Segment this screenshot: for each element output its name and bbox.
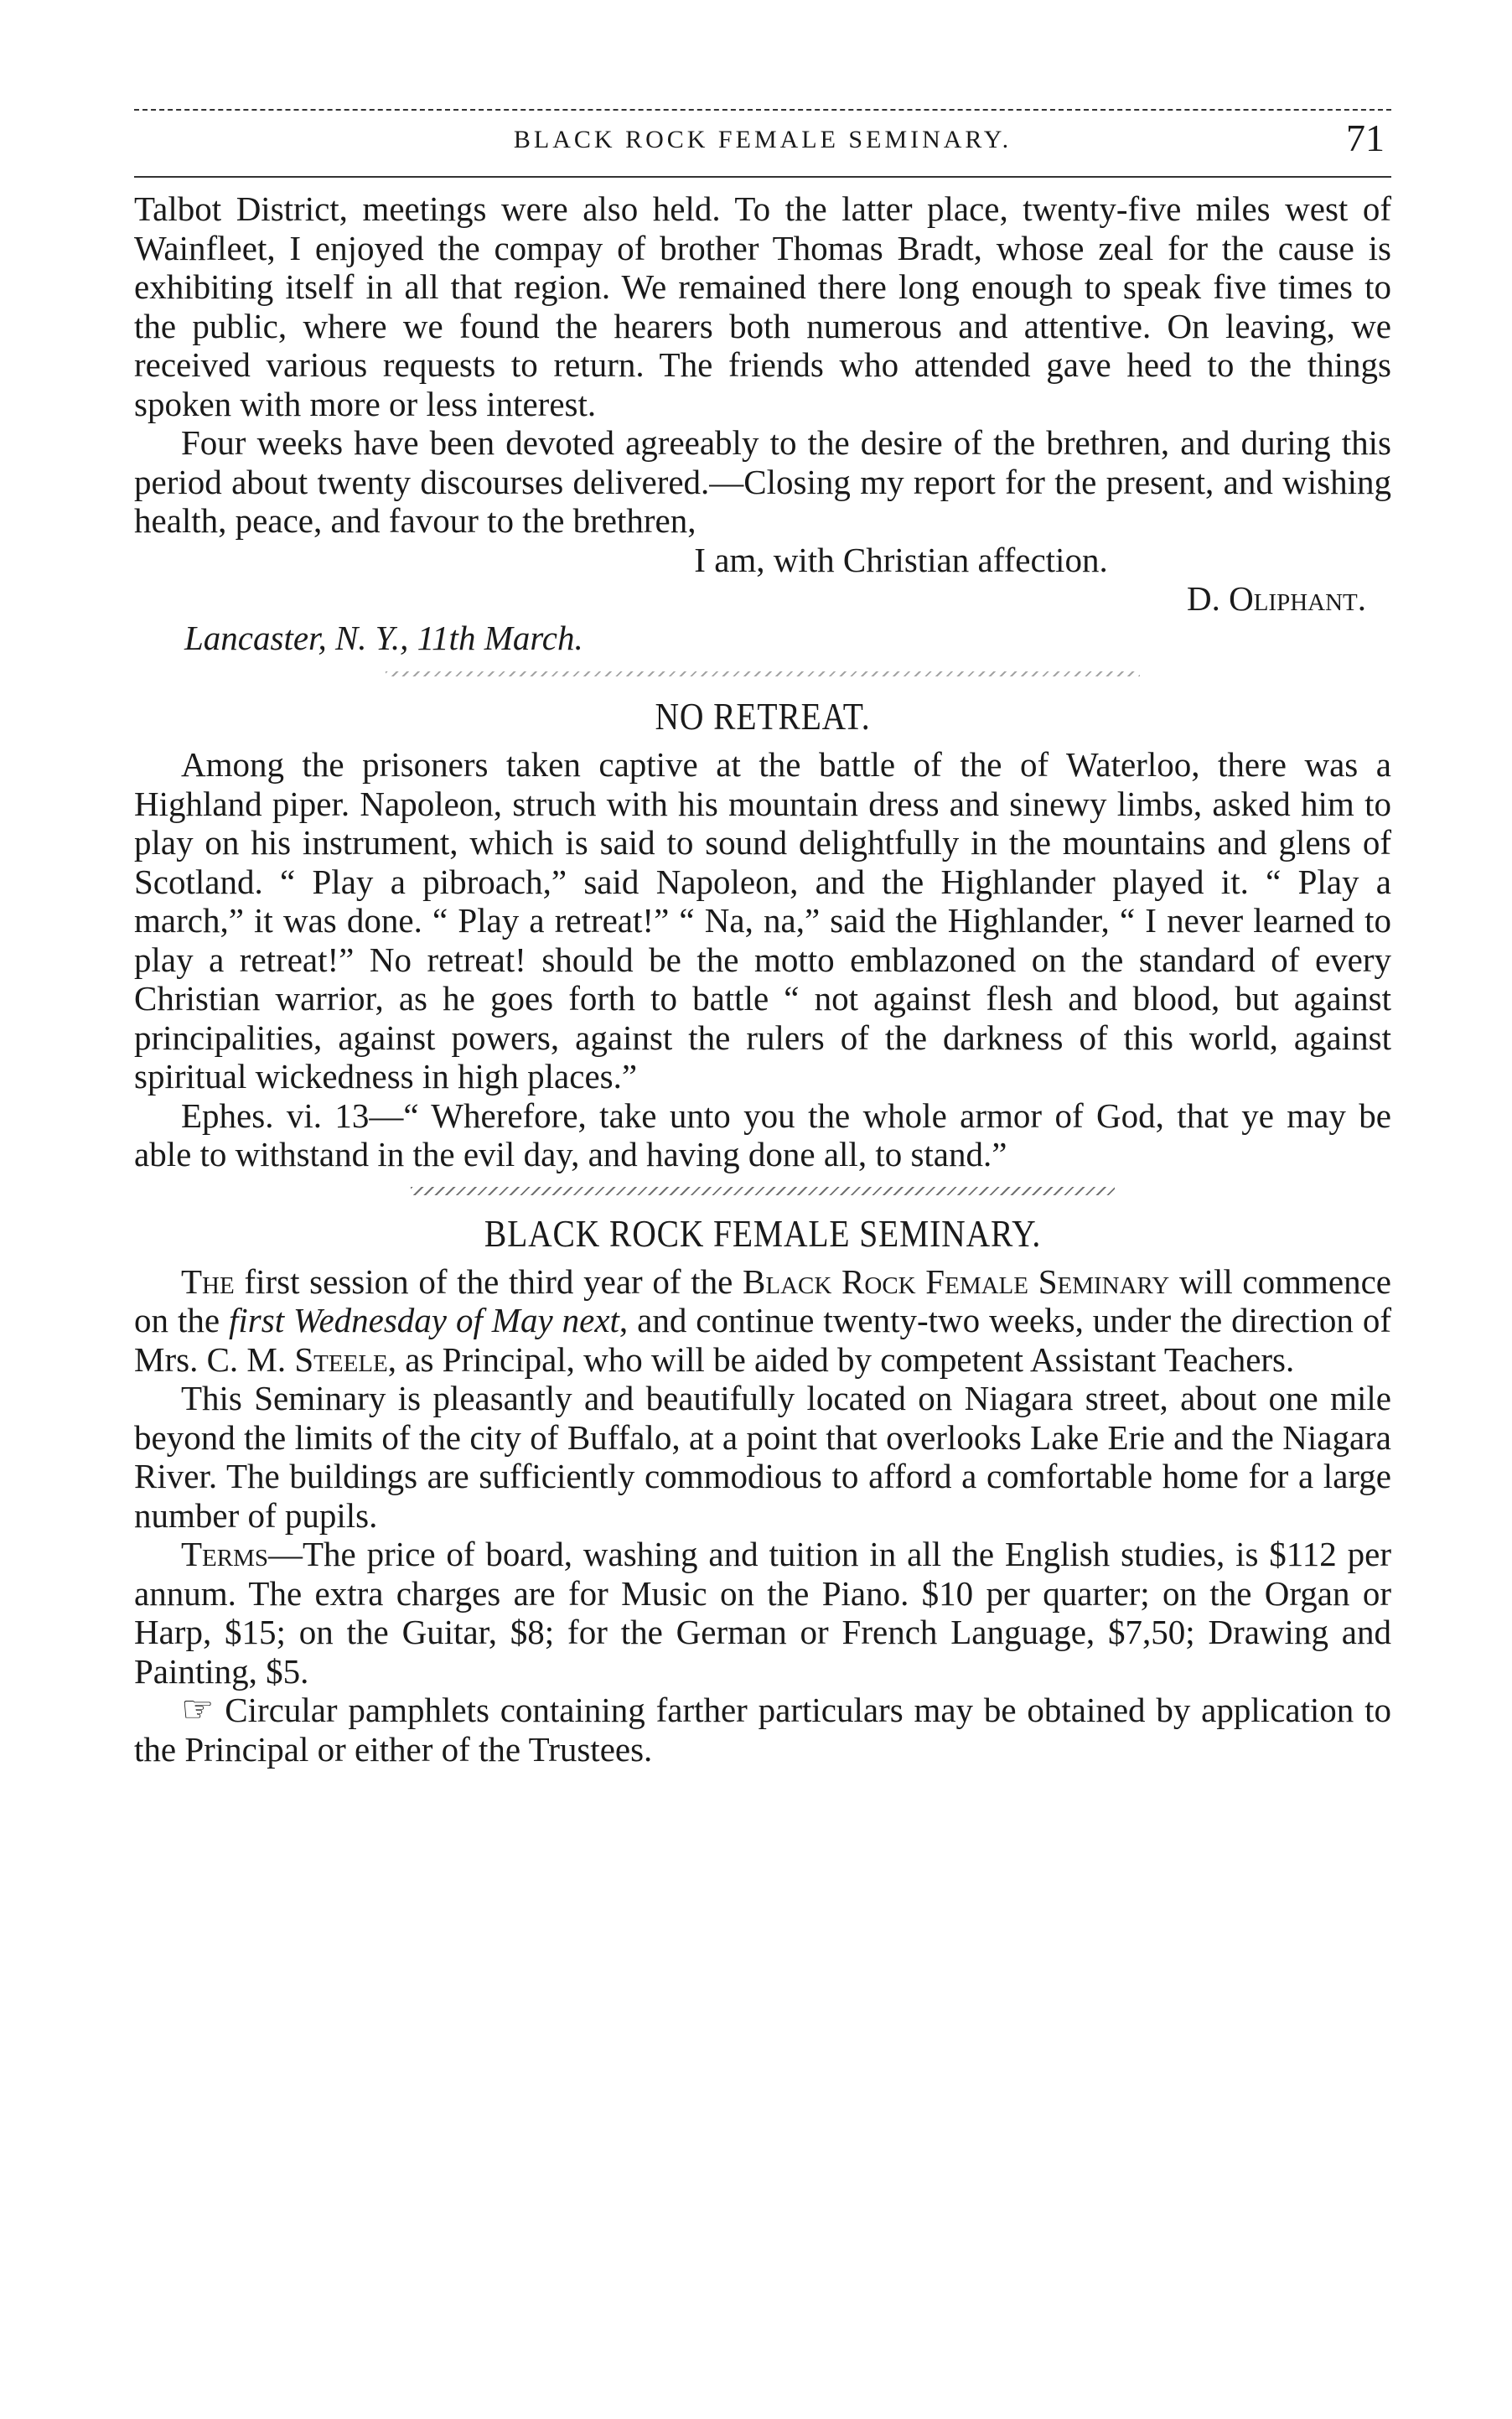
- article-paragraph: [134, 1691, 1391, 1769]
- letter-closing: I am, with Christian affection.: [694, 540, 1108, 579]
- text-run: will commence on the: [134, 1261, 1392, 1339]
- lead-word: The: [181, 1261, 235, 1301]
- article-paragraph: [134, 1535, 1391, 1691]
- section-divider: [134, 657, 1391, 691]
- header-rule-bottom: [134, 176, 1391, 178]
- running-head: [134, 111, 1391, 176]
- letter-signature: D. Oliphant.: [1186, 579, 1366, 618]
- section-divider: [134, 1174, 1391, 1208]
- seminary-name: Black Rock Female Seminary: [743, 1261, 1170, 1301]
- section-title: NO RETREAT.: [655, 695, 871, 738]
- principal-name: Steele: [294, 1339, 388, 1379]
- letter-paragraph: Four weeks have been devoted agreeably to the desire of the brethren, and during this period about twenty discourses delivered.—Closing my report for the present, and wishing health, peace, and favour to the brethren,: [134, 423, 1391, 540]
- no-retreat-section: [134, 694, 1391, 1174]
- text-run: , and continue twenty-two weeks, under the direction of Mrs. C. M.: [134, 1301, 1391, 1379]
- start-date: first Wednesday of May next: [229, 1301, 619, 1339]
- text-run: Circular pamphlets containing farther particulars may be obtained by application to the Principal or either of the Trustees.: [134, 1691, 1391, 1769]
- page: [134, 109, 1391, 1769]
- lead-word: Terms: [181, 1535, 269, 1573]
- article-paragraph: This Seminary is pleasantly and beautifully located on Niagara street, about one mile beyond the limits of the city of Buffalo, at a point that overlooks Lake Erie and the Niagara River. The buildings are sufficiently commodious to afford a comfortable home for a large number of pupils.: [134, 1379, 1391, 1535]
- pointing-hand-icon: ☞: [181, 1689, 215, 1730]
- article-paragraph: [134, 1262, 1391, 1380]
- text-run: , as Principal, who will be aided by competent Assistant Teachers.: [387, 1339, 1295, 1379]
- seminary-section: [134, 1211, 1391, 1769]
- page-number: 71: [1346, 117, 1385, 159]
- letter-dateline: Lancaster, N. Y., 11th March.: [184, 618, 583, 657]
- article-paragraph: Among the prisoners taken captive at the battle of the of Waterloo, there was a Highland piper. Napoleon, struch with his mountain dress and sinewy limbs, asked him to play on his instrument, which is said to sound delightfully in the mountains and glens of Scotland. “ Play a pibroach,” said Napoleon, and the Highlander played it. “ Play a march,” it was done. “ Play a retreat!” “ Na, na,” said the Highlander, “ I never learned to play a retreat!” No retreat! should be the motto emblazoned on the standard of every Christian warrior, as he goes forth to battle “ not against flesh and blood, but against principalities, against powers, against the rulers of the darkness of this world, against spiritual wickedness in high places.”: [134, 745, 1391, 1096]
- text-run: first session of the third year of the: [234, 1261, 743, 1301]
- running-title: BLACK ROCK FEMALE SEMINARY.: [513, 126, 1012, 153]
- section-title: BLACK ROCK FEMALE SEMINARY.: [484, 1211, 1042, 1255]
- letter-paragraph: Talbot District, meetings were also held. To the latter place, twenty-five miles west of Wainfleet, I enjoyed the compay of brother Thomas Bradt, whose zeal for the cause is exhibiting itself in all that region. We remained there long enough to speak five times to the public, where we found the hearers both numerous and attentive. On leaving, we received various requests to return. The friends who attended gave heed to the things spoken with more or less interest.: [134, 189, 1391, 423]
- text-run: —The price of board, washing and tuition in all the English studies, is $112 per annum. The extra charges are for Music on the Piano. $10 per quarter; on the Organ or Harp, $15; on the Guitar, $8; for the German or French Language, $7,50; Drawing and Painting, $5.: [134, 1535, 1391, 1691]
- letter-section: [134, 189, 1391, 657]
- article-paragraph: Ephes. vi. 13—“ Wherefore, take unto you the whole armor of God, that ye may be able to withstand in the evil day, and having done all, to stand.”: [134, 1096, 1391, 1173]
